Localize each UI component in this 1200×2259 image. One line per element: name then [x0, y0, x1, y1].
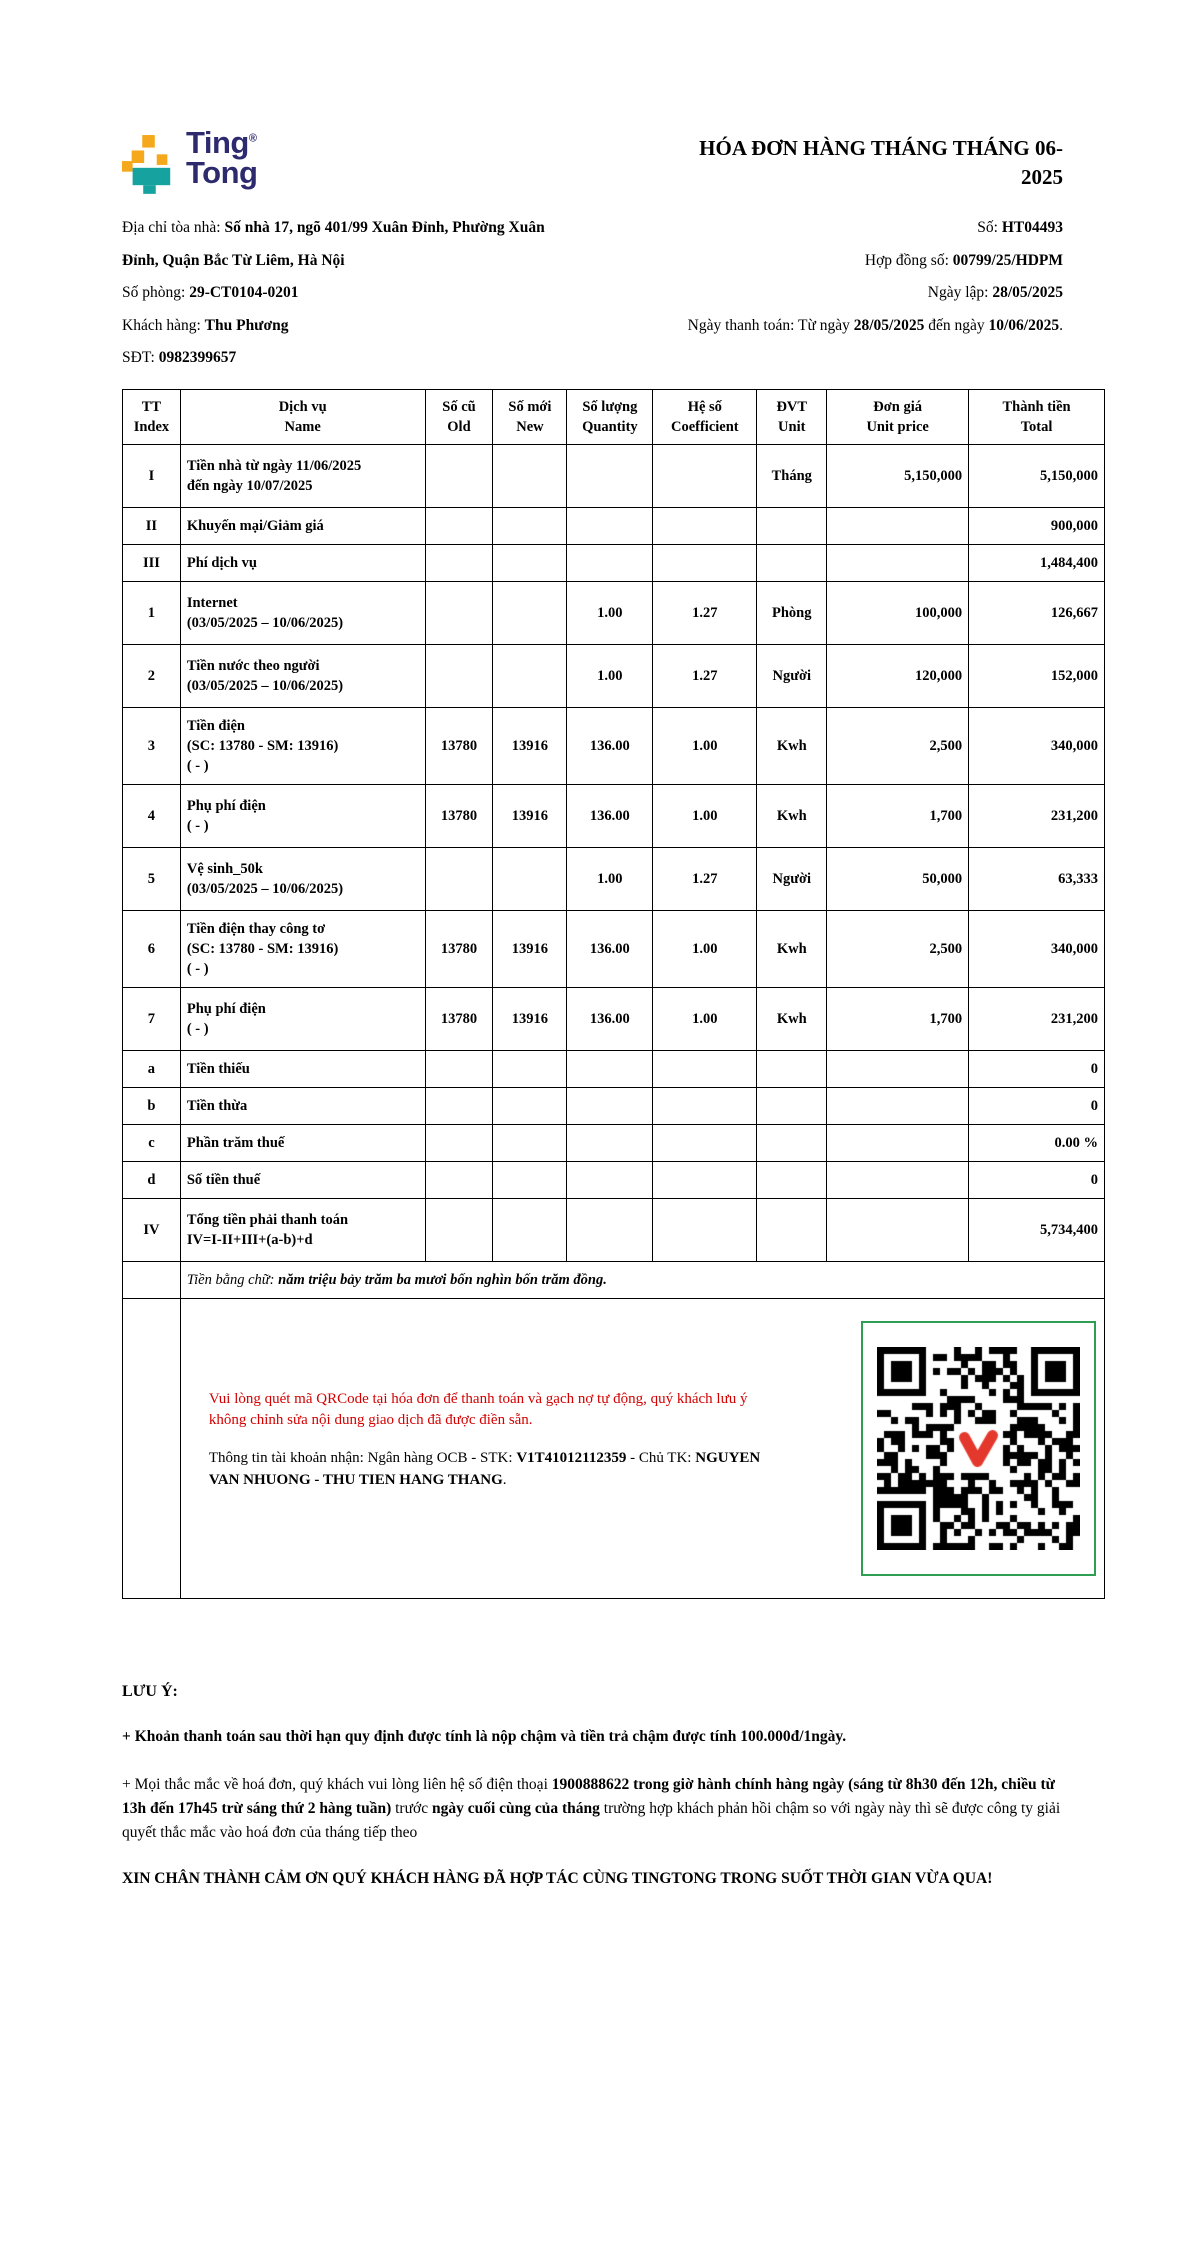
cell-coefficient: [653, 1124, 757, 1161]
cell-coefficient: [653, 544, 757, 581]
cell-name: Phí dịch vụ: [180, 544, 425, 581]
cell-name: Phụ phí điện ( - ): [180, 987, 425, 1050]
cell-name: Phụ phí điện ( - ): [180, 784, 425, 847]
cell-new: [493, 1198, 567, 1261]
cell-unit: [757, 1050, 827, 1087]
cell-unit-price: [827, 1124, 969, 1161]
cell-old: [425, 544, 493, 581]
cell-index: 6: [123, 910, 181, 987]
info-line: [122, 310, 688, 343]
cell-old: [425, 444, 493, 507]
cell-unit-price: [827, 507, 969, 544]
cell-index: [123, 1298, 181, 1598]
cell-total: 231,200: [969, 784, 1105, 847]
info-right: [688, 212, 1105, 375]
col-header-new: Số mới New: [493, 389, 567, 444]
text-run: Số nhà 17, ngõ 401/99 Xuân Đỉnh, Phường Xuân: [224, 219, 545, 236]
cell-index: d: [123, 1161, 181, 1198]
cell-old: 13780: [425, 910, 493, 987]
col-header-unit-price: Đơn giá Unit price: [827, 389, 969, 444]
cell-coefficient: 1.00: [653, 784, 757, 847]
info-line: [688, 277, 1063, 310]
cell-coefficient: [653, 507, 757, 544]
text-run: đến ngày: [924, 316, 989, 334]
cell-quantity: 1.00: [567, 644, 653, 707]
cell-index: I: [123, 444, 181, 507]
cell-index: 1: [123, 581, 181, 644]
cell-old: [425, 1124, 493, 1161]
cell-unit: Kwh: [757, 707, 827, 784]
cell-new: 13916: [493, 707, 567, 784]
cell-new: [493, 581, 567, 644]
info-line: [122, 212, 688, 245]
invoice-table-head-row: [123, 389, 1105, 444]
text-run: 10/06/2025: [988, 316, 1060, 334]
cell-total: 0: [969, 1161, 1105, 1198]
cell-unit: [757, 507, 827, 544]
cell-unit: [757, 1124, 827, 1161]
info-line: [688, 245, 1063, 278]
cell-new: [493, 1050, 567, 1087]
amount-in-words-row: [123, 1261, 1105, 1298]
cell-total: 63,333: [969, 847, 1105, 910]
cell-unit-price: 1,700: [827, 784, 969, 847]
info-line: [688, 212, 1063, 245]
text-run: - Chủ TK:: [626, 1450, 696, 1466]
cell-new: [493, 444, 567, 507]
cell-index: II: [123, 507, 181, 544]
cell-old: [425, 1050, 493, 1087]
cell-unit-price: 120,000: [827, 644, 969, 707]
cell-new: [493, 644, 567, 707]
cell-coefficient: [653, 444, 757, 507]
table-row-2: [123, 644, 1105, 707]
col-header-quantity: Số lượng Quantity: [567, 389, 653, 444]
cell-quantity: [567, 444, 653, 507]
cell-quantity: 136.00: [567, 707, 653, 784]
amount-in-words-value: năm triệu bảy trăm ba mươi bốn nghìn bốn trăm đồng.: [278, 1271, 607, 1288]
tingtong-logo: [122, 125, 258, 196]
cell-coefficient: [653, 1087, 757, 1124]
cell-quantity: 136.00: [567, 987, 653, 1050]
info-line: [122, 342, 688, 375]
cell-unit: Người: [757, 644, 827, 707]
cell-quantity: 1.00: [567, 581, 653, 644]
table-row-IV: [123, 1198, 1105, 1261]
cell-total: 0: [969, 1087, 1105, 1124]
table-row-4: [123, 784, 1105, 847]
cell-index: 2: [123, 644, 181, 707]
cell-name: Phần trăm thuế: [180, 1124, 425, 1161]
cell-unit: [757, 1087, 827, 1124]
text-run: 1900888622 trong giờ hành chính hàng ngày (sáng từ 8h30 đến 12h, chiều từ 13h đến 17h45 trừ sáng thứ 2 hàng tuần): [122, 1775, 1055, 1817]
invoice-title: HÓA ĐƠN HÀNG THÁNG THÁNG 06- 2025: [699, 136, 1063, 190]
cell-total: 0.00 %: [969, 1124, 1105, 1161]
cell-coefficient: [653, 1198, 757, 1261]
qr-code-canvas: [877, 1347, 1080, 1550]
cell-old: [425, 1087, 493, 1124]
cell-unit: Kwh: [757, 910, 827, 987]
cell-name: Internet (03/05/2025 – 10/06/2025): [180, 581, 425, 644]
cell-total: 5,734,400: [969, 1198, 1105, 1261]
text-run: Số:: [977, 219, 1002, 236]
cell-unit: [757, 544, 827, 581]
text-run: 0982399657: [158, 349, 237, 366]
table-row-1: [123, 581, 1105, 644]
cell-new: [493, 544, 567, 581]
cell-unit-price: [827, 1198, 969, 1261]
cell-name: Tiền điện (SC: 13780 - SM: 13916) ( - ): [180, 707, 425, 784]
text-run: Ngày thanh toán: Từ ngày: [687, 316, 854, 334]
tingtong-logo-icon: [122, 130, 176, 196]
cell-new: [493, 1124, 567, 1161]
cell-quantity: [567, 507, 653, 544]
col-header-old: Số cũ Old: [425, 389, 493, 444]
text-run: .: [1059, 316, 1063, 334]
cell-quantity: 136.00: [567, 784, 653, 847]
cell-coefficient: [653, 1050, 757, 1087]
cell-name: Tiền điện thay công tơ (SC: 13780 - SM: 13916) ( - ): [180, 910, 425, 987]
table-row-II: [123, 507, 1105, 544]
cell-unit: [757, 1161, 827, 1198]
cell-quantity: [567, 1124, 653, 1161]
cell-old: 13780: [425, 707, 493, 784]
text-run: 00799/25/HDPM: [952, 251, 1063, 269]
info-line: [688, 310, 1063, 343]
invoice-info: [122, 212, 1105, 375]
table-row-I: [123, 444, 1105, 507]
text-run: + Mọi thắc mắc về hoá đơn, quý khách vui lòng liên hệ số điện thoại: [122, 1775, 552, 1793]
cell-name: Tiền thiếu: [180, 1050, 425, 1087]
cell-old: [425, 847, 493, 910]
cell-unit-price: 50,000: [827, 847, 969, 910]
table-row-6: [123, 910, 1105, 987]
cell-quantity: [567, 1161, 653, 1198]
cell-unit-price: 5,150,000: [827, 444, 969, 507]
cell-new: [493, 1161, 567, 1198]
table-row-3: [123, 707, 1105, 784]
text-run: trường hợp khách phản hồi chậm so với ngày này thì sẽ được công ty giải quyết thắc mắc vào hoá đơn của tháng tiếp theo: [122, 1799, 1061, 1841]
cell-coefficient: 1.00: [653, 910, 757, 987]
cell-old: [425, 507, 493, 544]
text-run: Ngày lập:: [927, 284, 993, 301]
text-run: .: [502, 1471, 507, 1488]
cell-coefficient: 1.27: [653, 644, 757, 707]
cell-name: Số tiền thuế: [180, 1161, 425, 1198]
cell-name: Tiền nước theo người (03/05/2025 – 10/06/2025): [180, 644, 425, 707]
text-run: Thông tin tài khoản nhận: Ngân hàng OCB - STK:: [208, 1450, 517, 1466]
qr-instructions: [187, 1389, 787, 1508]
cell-old: 13780: [425, 784, 493, 847]
cell-unit-price: [827, 1050, 969, 1087]
cell-unit: [757, 1198, 827, 1261]
text-run: 28/05/2025: [853, 316, 925, 334]
text-run: HT04493: [1001, 219, 1063, 236]
cell-total: 340,000: [969, 910, 1105, 987]
cell-quantity: 1.00: [567, 847, 653, 910]
cell-quantity: [567, 1198, 653, 1261]
cell-old: [425, 1161, 493, 1198]
table-row-c: [123, 1124, 1105, 1161]
table-row-b: [123, 1087, 1105, 1124]
qr-row: [123, 1298, 1105, 1598]
cell-unit-price: [827, 1087, 969, 1124]
cell-new: [493, 1087, 567, 1124]
qr-section: [180, 1298, 1104, 1598]
cell-coefficient: [653, 1161, 757, 1198]
table-row-7: [123, 987, 1105, 1050]
text-run: 28/05/2025: [992, 284, 1063, 301]
cell-unit-price: [827, 1161, 969, 1198]
cell-unit-price: 100,000: [827, 581, 969, 644]
info-line: [122, 245, 688, 278]
cell-quantity: [567, 1087, 653, 1124]
cell-old: [425, 644, 493, 707]
text-run: Số phòng:: [122, 284, 190, 301]
cell-quantity: [567, 1050, 653, 1087]
cell-total: 5,150,000: [969, 444, 1105, 507]
cell-total: 126,667: [969, 581, 1105, 644]
col-header-index: TT Index: [123, 389, 181, 444]
cell-total: 152,000: [969, 644, 1105, 707]
cell-new: 13916: [493, 987, 567, 1050]
cell-unit: Người: [757, 847, 827, 910]
text-run: Thu Phương: [204, 316, 289, 334]
cell-name: Tổng tiền phải thanh toán IV=I-II+III+(a-b)+d: [180, 1198, 425, 1261]
cell-coefficient: 1.27: [653, 847, 757, 910]
text-run: trước: [391, 1799, 432, 1817]
cell-unit-price: 2,500: [827, 910, 969, 987]
cell-unit-price: 2,500: [827, 707, 969, 784]
col-header-coefficient: Hệ số Coefficient: [653, 389, 757, 444]
qr-note-red: Vui lòng quét mã QRCode tại hóa đơn để thanh toán và gạch nợ tự động, quý khách lưu ý không chỉnh sửa nội dung giao dịch đã được điền sẵn.: [208, 1390, 748, 1429]
cell-new: 13916: [493, 910, 567, 987]
cell-old: 13780: [425, 987, 493, 1050]
cell-name: Tiền thừa: [180, 1087, 425, 1124]
invoice-table-body: [123, 444, 1105, 1261]
text-run: Đỉnh, Quận Bắc Từ Liêm, Hà Nội: [122, 251, 345, 269]
cell-new: [493, 847, 567, 910]
info-line: [122, 277, 688, 310]
cell-unit: Phòng: [757, 581, 827, 644]
cell-name: Khuyến mại/Giảm giá: [180, 507, 425, 544]
invoice-table: [122, 389, 1105, 1599]
text-run: 29-CT0104-0201: [189, 284, 299, 301]
text-run: Địa chỉ tòa nhà:: [122, 219, 225, 236]
cell-coefficient: 1.27: [653, 581, 757, 644]
cell-unit: Kwh: [757, 784, 827, 847]
cell-total: 0: [969, 1050, 1105, 1087]
cell-unit-price: 1,700: [827, 987, 969, 1050]
cell-index: [123, 1261, 181, 1298]
cell-new: [493, 507, 567, 544]
qr-code: [861, 1321, 1096, 1576]
cell-index: b: [123, 1087, 181, 1124]
cell-total: 340,000: [969, 707, 1105, 784]
cell-name: Tiền nhà từ ngày 11/06/2025 đến ngày 10/07/2025: [180, 444, 425, 507]
cell-old: [425, 1198, 493, 1261]
amount-in-words: [180, 1261, 1104, 1298]
text-run: Hợp đồng số:: [864, 251, 953, 269]
col-header-name: Dịch vụ Name: [180, 389, 425, 444]
cell-name: Vệ sinh_50k (03/05/2025 – 10/06/2025): [180, 847, 425, 910]
cell-unit: Tháng: [757, 444, 827, 507]
note-hotline: [122, 1773, 1070, 1845]
cell-new: 13916: [493, 784, 567, 847]
text-run: V1T41012112359: [516, 1450, 627, 1466]
cell-index: 5: [123, 847, 181, 910]
info-left: [122, 212, 688, 375]
registered-mark: ®: [248, 132, 257, 145]
cell-old: [425, 581, 493, 644]
tingtong-logo-text: Ting® Tong: [186, 125, 258, 191]
text-run: SĐT:: [122, 349, 159, 366]
cell-index: 3: [123, 707, 181, 784]
table-row-5: [123, 847, 1105, 910]
cell-index: 7: [123, 987, 181, 1050]
cell-quantity: [567, 544, 653, 581]
account-info: [209, 1448, 767, 1492]
cell-index: III: [123, 544, 181, 581]
table-row-d: [123, 1161, 1105, 1198]
col-header-total: Thành tiền Total: [969, 389, 1105, 444]
text-run: ngày cuối cùng của tháng: [431, 1799, 600, 1817]
table-row-a: [123, 1050, 1105, 1087]
cell-unit-price: [827, 544, 969, 581]
notes-heading: LƯU Ý:: [122, 1682, 178, 1700]
cell-total: 1,484,400: [969, 544, 1105, 581]
amount-in-words-label: Tiền bằng chữ:: [186, 1271, 279, 1288]
text-run: NGUYEN VAN NHUONG - THU TIEN HANG THANG: [208, 1450, 761, 1488]
doc-header: [122, 125, 1105, 196]
cell-coefficient: 1.00: [653, 987, 757, 1050]
notes-section: [122, 1683, 1105, 1891]
cell-coefficient: 1.00: [653, 707, 757, 784]
cell-total: 231,200: [969, 987, 1105, 1050]
note-late-payment: + Khoản thanh toán sau thời hạn quy định được tính là nộp chậm và tiền trả chậm được tính 100.000đ/1ngày.: [122, 1727, 847, 1745]
cell-total: 900,000: [969, 507, 1105, 544]
cell-unit: Kwh: [757, 987, 827, 1050]
cell-index: IV: [123, 1198, 181, 1261]
cell-index: 4: [123, 784, 181, 847]
col-header-unit: ĐVT Unit: [757, 389, 827, 444]
cell-index: c: [123, 1124, 181, 1161]
text-run: Khách hàng:: [122, 316, 205, 334]
thanks-message: XIN CHÂN THÀNH CẢM ƠN QUÝ KHÁCH HÀNG ĐÃ HỢP TÁC CÙNG TINGTONG TRONG SUỐT THỜI GIAN VỪA QUA!: [122, 1869, 993, 1887]
cell-quantity: 136.00: [567, 910, 653, 987]
cell-index: a: [123, 1050, 181, 1087]
table-row-III: [123, 544, 1105, 581]
